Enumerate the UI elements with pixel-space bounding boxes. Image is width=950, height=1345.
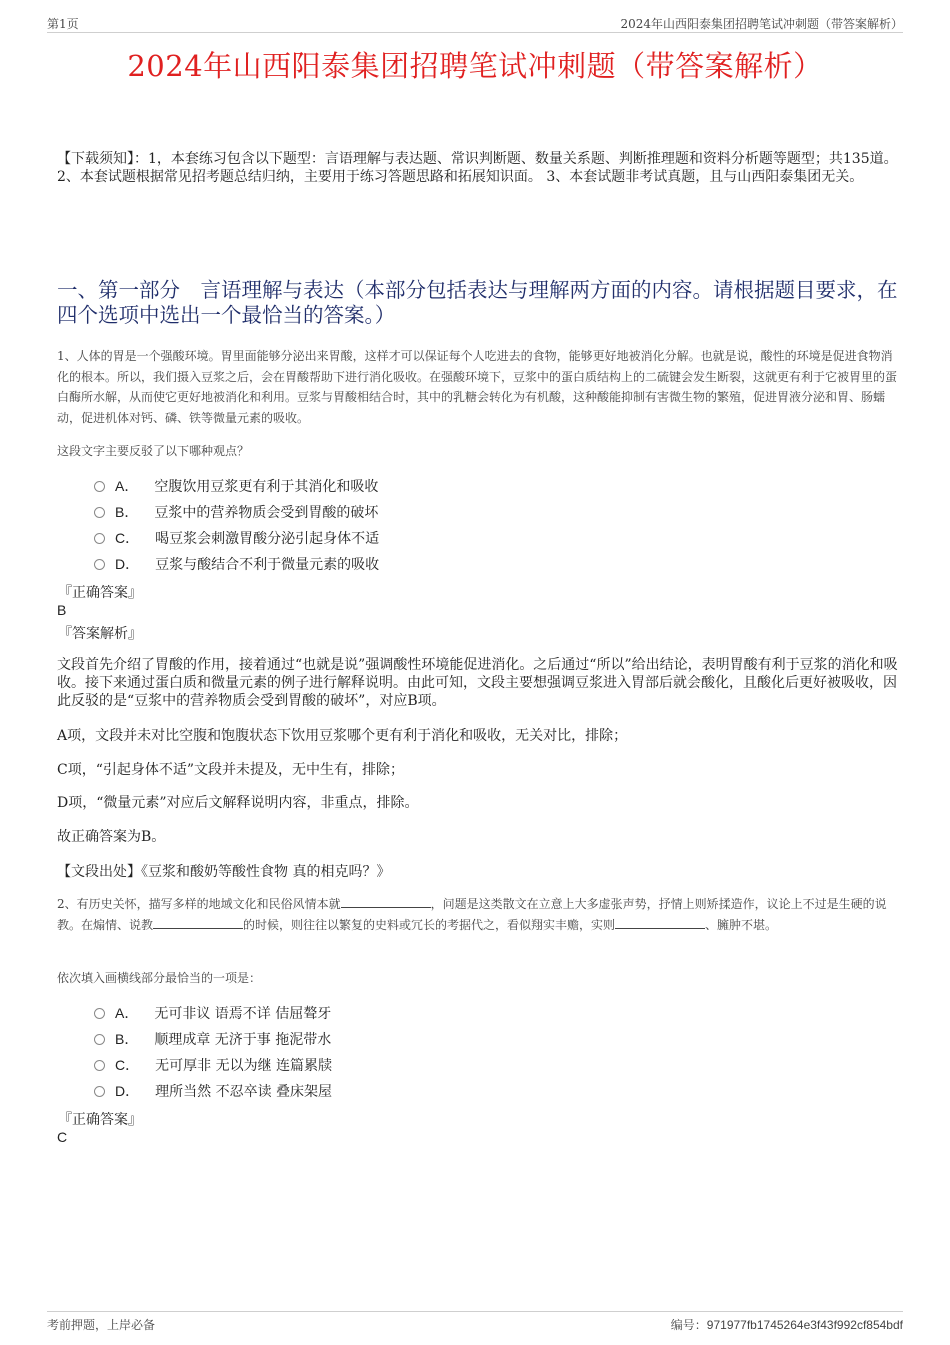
q1-analysis-para: D项，“微量元素”对应后文解释说明内容，非重点，排除。 xyxy=(57,795,419,811)
q1-source: 【文段出处】《豆浆和酸奶等酸性食物 真的相克吗？》 xyxy=(57,864,391,880)
q1-option-c[interactable]: C． 喝豆浆会刺激胃酸分泌引起身体不适 xyxy=(94,528,379,548)
q1-option-d[interactable]: D． 豆浆与酸结合不利于微量元素的吸收 xyxy=(94,554,379,574)
q1-analysis-para: C项，“引起身体不适”文段并未提及，无中生有，排除； xyxy=(57,762,405,778)
q2-option-a[interactable]: A． 无可非议 语焉不详 佶屈聱牙 xyxy=(94,1003,331,1023)
q2-ask: 依次填入画横线部分最恰当的一项是： xyxy=(57,971,262,985)
header-doc-title: 2024年山西阳泰集团招聘笔试冲刺题（带答案解析） xyxy=(620,17,903,31)
footer-slogan: 考前押题，上岸必备 xyxy=(47,1318,156,1332)
radio-icon[interactable] xyxy=(94,1008,105,1019)
q1-option-a[interactable]: A． 空腹饮用豆浆更有利于其消化和吸收 xyxy=(94,476,378,496)
section-heading: 一、第一部分 言语理解与表达（本部分包括表达与理解两方面的内容。请根据题目要求，在四个选项中选出一个最恰当的答案。） xyxy=(57,278,898,327)
q2-option-d[interactable]: D． 理所当然 不忍卒读 叠床架屋 xyxy=(94,1081,332,1101)
download-notice: 【下载须知】：1，本套练习包含以下题型：言语理解与表达题、常识判断题、数量关系题、判断推理题和资料分析题等题型；共135道。 2、本套试题根据常见招考题总结归纳，主要用于练习答题思路和拓展知识面。 3、本套试题非考试真题，且与山西阳泰集团无关。 xyxy=(57,151,898,185)
q1-answer-label: 『正确答案』 xyxy=(58,585,142,601)
q1-option-b[interactable]: B． 豆浆中的营养物质会受到胃酸的破坏 xyxy=(94,502,378,522)
q1-analysis-label: 『答案解析』 xyxy=(58,626,142,642)
q1-analysis-para: 文段首先介绍了胃酸的作用，接着通过“也就是说”强调酸性环境能促进消化。之后通过“所以”给出结论，表明胃酸有利于豆浆的消化和吸收。接下来通过蛋白质和微量元素的例子进行解释说明。由此可知，文段主要想强调豆浆进入胃部后就会酸化，且酸化后更好被吸收，因此反驳的是“豆浆中的营养物质会受到胃酸的破坏”，对应B项。 xyxy=(57,657,898,709)
radio-icon[interactable] xyxy=(94,1034,105,1045)
page-footer xyxy=(47,1311,903,1336)
q2-answer-label: 『正确答案』 xyxy=(58,1112,142,1128)
fill-blank xyxy=(341,895,431,908)
q1-stem: 1、人体的胃是一个强酸环境。胃里面能够分泌出来胃酸，这样才可以保证每个人吃进去的食物，能够更好地被消化分解。也就是说，酸性的环境是促进食物消化的根本。所以，我们摄入豆浆之后，会在胃酸帮助下进行消化吸收。在强酸环境下，豆浆中的蛋白质结构上的二硫键会发生断裂，这就更有利于它被胃里的蛋白酶所水解，从而使它更好地被消化和利用。豆浆与胃酸相结合时，其中的乳糖会转化为有机酸，这种酸能抑制有害微生物的繁殖，促进胃液分泌和胃、肠蠕动，促进机体对钙、磷、铁等微量元素的吸收。 xyxy=(57,349,898,425)
radio-icon[interactable] xyxy=(94,533,105,544)
q2-option-c[interactable]: C． 无可厚非 无以为继 连篇累牍 xyxy=(94,1055,332,1075)
page-number: 第1页 xyxy=(47,17,79,31)
q2-answer-value: C xyxy=(57,1129,68,1145)
q1-analysis-para: 故正确答案为B。 xyxy=(57,829,166,845)
radio-icon[interactable] xyxy=(94,481,105,492)
radio-icon[interactable] xyxy=(94,1086,105,1097)
page-title: 2024年山西阳泰集团招聘笔试冲刺题（带答案解析） xyxy=(127,49,823,83)
fill-blank xyxy=(615,916,705,929)
q2-stem: 2、有历史关怀，描写多样的地域文化和民俗风情本就 ，问题是这类散文在立意上大多虚张声势，抒情上则矫揉造作，议论上不过是生硬的说教。在煽情、说教 的时候，则往往以繁复的史料或冗长的考据代之，看似翔实丰赡，实则 、臃肿不堪。 xyxy=(57,897,887,932)
fill-blank xyxy=(153,916,243,929)
q1-answer-value: B xyxy=(57,602,67,618)
q2-option-b[interactable]: B． 顺理成章 无济于事 拖泥带水 xyxy=(94,1029,331,1049)
q1-ask: 这段文字主要反驳了以下哪种观点？ xyxy=(57,444,250,458)
radio-icon[interactable] xyxy=(94,1060,105,1071)
q1-analysis-para: A项，文段并未对比空腹和饱腹状态下饮用豆浆哪个更有利于消化和吸收，无关对比，排除； xyxy=(57,728,628,744)
page-header xyxy=(47,14,903,33)
radio-icon[interactable] xyxy=(94,507,105,518)
footer-code: 编号：971977fb1745264e3f43f992cf854bdf xyxy=(670,1318,903,1332)
radio-icon[interactable] xyxy=(94,559,105,570)
